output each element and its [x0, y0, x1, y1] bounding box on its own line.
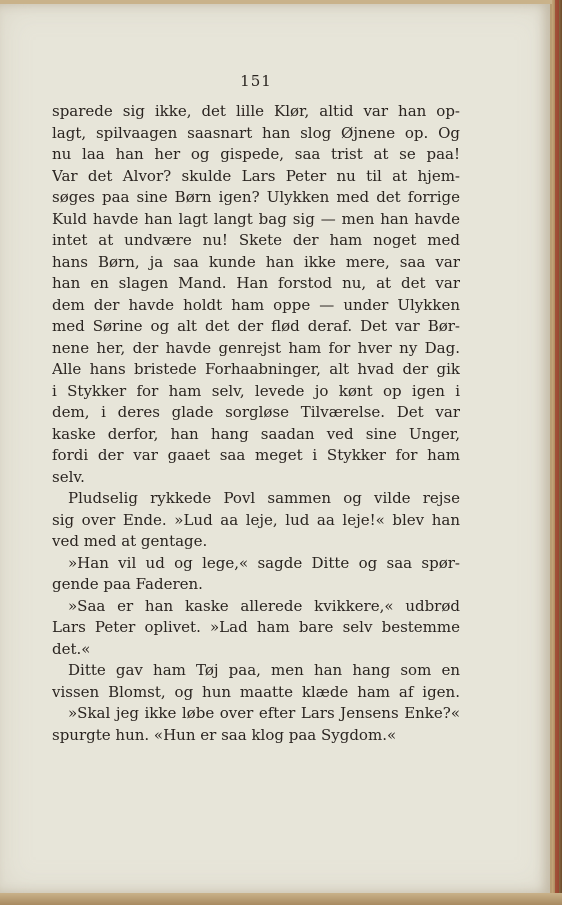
text-line: spurgte hun. «Hun er saa klog paa Sygdom.«: [52, 725, 397, 744]
text-line: »Han vil ud og lege,« sagde Ditte og saa spør-: [68, 553, 460, 572]
text-line: lagt, spilvaagen saasnart han slog Øjnene op. Og: [52, 123, 460, 142]
text-line: sparede sig ikke, det lille Klør, altid var han op-: [52, 102, 460, 120]
text-line: det.«: [52, 639, 91, 658]
text-line: hans Børn, ja saa kunde han ikke mere, saa var: [52, 252, 460, 271]
text-line: dem, i deres glade sorgløse Tilværelse. Det var: [52, 403, 460, 421]
paper-sheet: [0, 4, 552, 893]
text-line: »Saa er han kaske allerede kvikkere,« udbrød: [68, 596, 460, 615]
text-line: selv.: [52, 467, 85, 486]
text-line: Kuld havde han lagt langt bag sig — men han havde: [52, 209, 460, 228]
text-line: vissen Blomst, og hun maatte klæde ham af igen.: [52, 682, 460, 701]
text-line: i Stykker for ham selv, levede jo kønt op igen i: [52, 381, 460, 400]
text-line: ved med at gentage.: [52, 532, 208, 550]
text-line: sig over Ende. »Lud aa leje, lud aa leje!« blev han: [52, 510, 460, 529]
text-line: gende paa Faderen.: [52, 575, 203, 593]
text-line: »Skal jeg ikke løbe over efter Lars Jensens Enke?«: [68, 704, 460, 722]
text-line: nu laa han her og gispede, saa trist at se paa!: [52, 145, 460, 163]
text-line: Lars Peter oplivet. »Lad ham bare selv bestemme: [52, 618, 460, 636]
page-number: 151: [240, 72, 272, 90]
text-line: Pludselig rykkede Povl sammen og vilde rejse: [68, 489, 460, 507]
text-line: dem der havde holdt ham oppe — under Ulykken: [52, 295, 460, 314]
text-line: fordi der var gaaet saa meget i Stykker for ham: [52, 446, 460, 464]
text-line: nene her, der havde genrejst ham for hver ny Dag.: [52, 338, 460, 357]
text-line: søges paa sine Børn igen? Ulykken med det forrige: [52, 188, 460, 206]
page-bottom-edge: [0, 893, 562, 905]
text-line: han en slagen Mand. Han forstod nu, at det var: [52, 274, 460, 292]
text-line: med Sørine og alt det der flød deraf. Det var Bør-: [52, 317, 460, 335]
body-text: [52, 101, 460, 746]
text-line: Alle hans bristede Forhaabninger, alt hvad der gik: [52, 360, 460, 378]
text-line: Ditte gav ham Tøj paa, men han hang som en: [68, 661, 460, 679]
spine-binding-edge: [555, 0, 559, 905]
text-line: kaske derfor, han hang saadan ved sine Unger,: [52, 424, 460, 443]
text-line: Var det Alvor? skulde Lars Peter nu til at hjem-: [52, 166, 460, 185]
text-line: intet at undvære nu! Skete der ham noget med: [52, 231, 460, 249]
